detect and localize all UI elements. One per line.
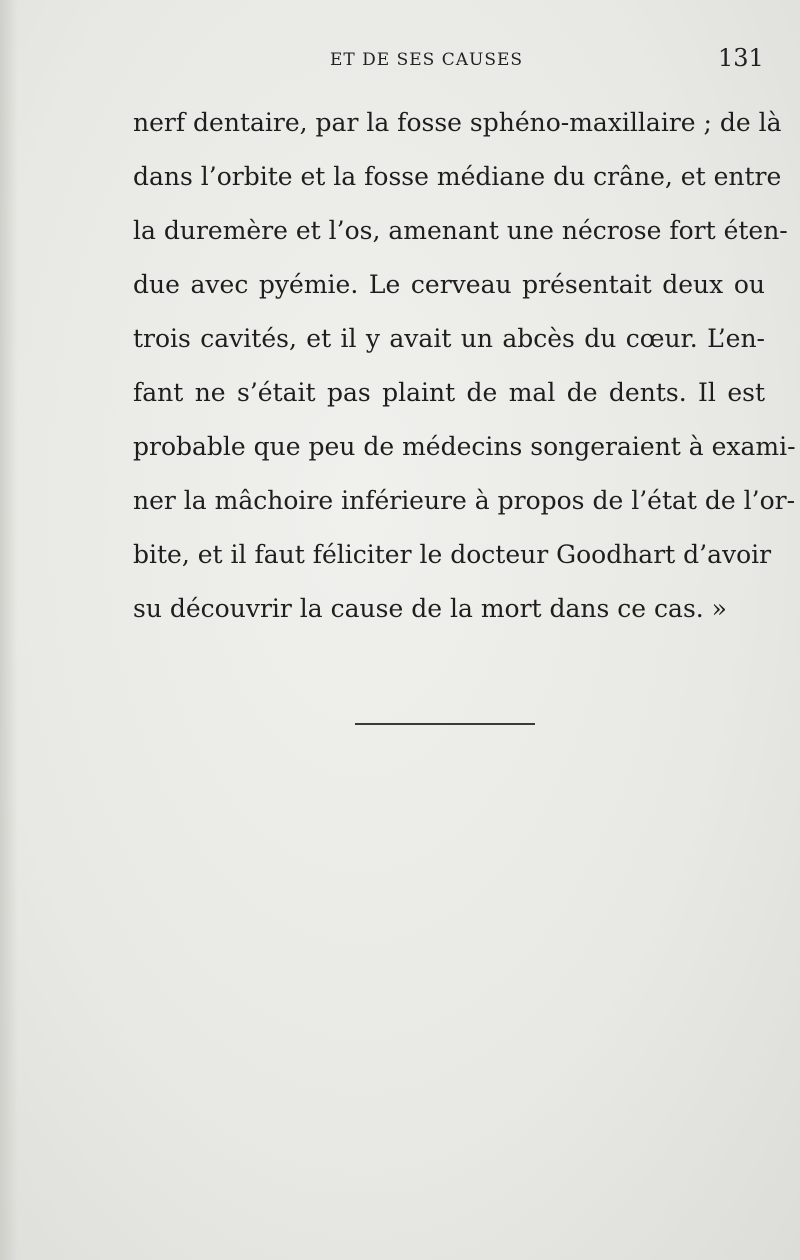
text-line: nerf dentaire, par la fosse sphéno-maxillaire ; de là [133, 108, 782, 137]
text-line: ner la mâchoire inférieure à propos de l’état de l’or- [133, 486, 796, 515]
spine-shadow [0, 0, 18, 1260]
running-header: ET DE SES CAUSES [330, 50, 524, 70]
text-line: bite, et il faut féliciter le docteur Goodhart d’avoir [133, 540, 772, 569]
text-line: due avec pyémie. Le cerveau présentait deux ou [133, 270, 765, 299]
text-line: fant ne s’était pas plaint de mal de dents. Il est [133, 378, 765, 407]
text-line: probable que peu de médecins songeraient à exami- [133, 432, 796, 461]
page-number: 131 [718, 44, 764, 72]
text-line: dans l’orbite et la fosse médiane du crâne, et entre [133, 162, 782, 191]
text-line: la duremère et l’os, amenant une nécrose fort éten- [133, 216, 788, 245]
text-line: su découvrir la cause de la mort dans ce cas. » [133, 594, 727, 623]
section-divider-rule [355, 723, 535, 725]
text-line: trois cavités, et il y avait un abcès du cœur. L’en- [133, 324, 765, 353]
body-paragraph [133, 96, 796, 636]
